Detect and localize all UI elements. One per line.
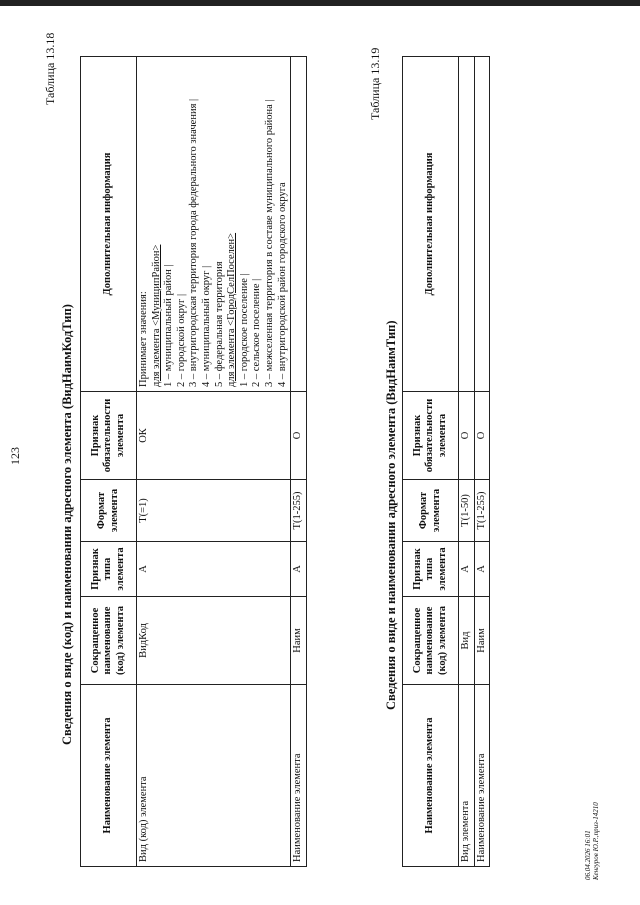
- cell-required: О: [459, 392, 475, 480]
- cell-name: Вид элемента: [459, 685, 475, 867]
- col-header-format: Формат элемента: [81, 480, 137, 542]
- cell-short-name: Наим: [474, 597, 490, 685]
- col-header-type: Признак типа элемента: [81, 542, 137, 597]
- table-title-13-19: Сведения о виде и наименовании адресного элемента (ВидНаимТип): [384, 320, 398, 710]
- cell-short-name: ВидКод: [137, 597, 291, 685]
- cell-format: T(1-255): [291, 480, 307, 542]
- cell-format: T(1-50): [459, 480, 475, 542]
- cell-type: А: [459, 542, 475, 597]
- cell-short-name: Вид: [459, 597, 475, 685]
- table-header-row: [81, 57, 137, 867]
- table-row: [137, 57, 291, 867]
- footer-stamp-line: 06.04.2026 16:01: [584, 830, 592, 880]
- table-label-13-19: Таблица 13.19: [368, 47, 382, 120]
- cell-required: ОК: [137, 392, 291, 480]
- info-intro: Принимает значения:: [138, 291, 149, 387]
- page-number: 123: [8, 447, 22, 465]
- table-row: [474, 57, 490, 867]
- cell-info: [291, 57, 307, 392]
- cell-type: А: [137, 542, 291, 597]
- info-group2-title: для элемента <ГородСелПоселен>: [226, 232, 238, 387]
- info-item: 4 – внутригородской район городского округа: [276, 182, 288, 387]
- cell-required: О: [291, 392, 307, 480]
- cell-name: Наименование элемента: [291, 685, 307, 867]
- table-label-13-18: Таблица 13.18: [43, 32, 57, 105]
- cell-info: [459, 57, 475, 392]
- col-header-format: Формат элемента: [403, 480, 459, 542]
- table-row: [291, 57, 307, 867]
- info-item: 5 – федеральная территория: [213, 261, 225, 387]
- table-13-19: [402, 56, 490, 867]
- col-header-short-name: Сокращенное наименование (код) элемента: [81, 597, 137, 685]
- col-header-short-name: Сокращенное наименование (код) элемента: [403, 597, 459, 685]
- footer-stamp: [584, 802, 601, 880]
- info-group1-title: для элемента <МуниципРайон>: [150, 244, 162, 387]
- col-header-type: Признак типа элемента: [403, 542, 459, 597]
- col-header-name: Наименование элемента: [403, 685, 459, 867]
- table-row: [459, 57, 475, 867]
- col-header-info: Дополнительная информация: [403, 57, 459, 392]
- info-item: 2 – сельское поселение |: [251, 278, 263, 387]
- info-item: 3 – межселенная территория в составе муниципального района |: [263, 99, 275, 387]
- cell-format: T(=1): [137, 480, 291, 542]
- cell-info: [137, 57, 291, 392]
- info-item: 3 – внутригородская территория города федерального значения |: [188, 98, 200, 387]
- cell-short-name: Наим: [291, 597, 307, 685]
- cell-info: [474, 57, 490, 392]
- table-header-row: [403, 57, 459, 867]
- info-item: 1 – муниципальный район |: [163, 264, 175, 387]
- cell-name: Вид (код) элемента: [137, 685, 291, 867]
- cell-type: А: [474, 542, 490, 597]
- table-title-13-18: Сведения о виде (код) и наименовании адресного элемента (ВидНаимКодТип): [60, 304, 74, 745]
- cell-required: О: [474, 392, 490, 480]
- info-item: 1 – городское поселение |: [238, 273, 250, 387]
- col-header-required: Признак обязательности элемента: [403, 392, 459, 480]
- col-header-info: Дополнительная информация: [81, 57, 137, 392]
- cell-name: Наименование элемента: [474, 685, 490, 867]
- col-header-required: Признак обязательности элемента: [81, 392, 137, 480]
- info-item: 2 – городской округ |: [175, 293, 187, 387]
- footer-stamp-line: Кенгуров Ю.Р.,приз-14210: [592, 802, 601, 880]
- cell-format: T(1-255): [474, 480, 490, 542]
- info-item: 4 – муниципальный округ |: [200, 265, 212, 387]
- cell-type: А: [291, 542, 307, 597]
- col-header-name: Наименование элемента: [81, 685, 137, 867]
- table-13-18: [80, 56, 307, 867]
